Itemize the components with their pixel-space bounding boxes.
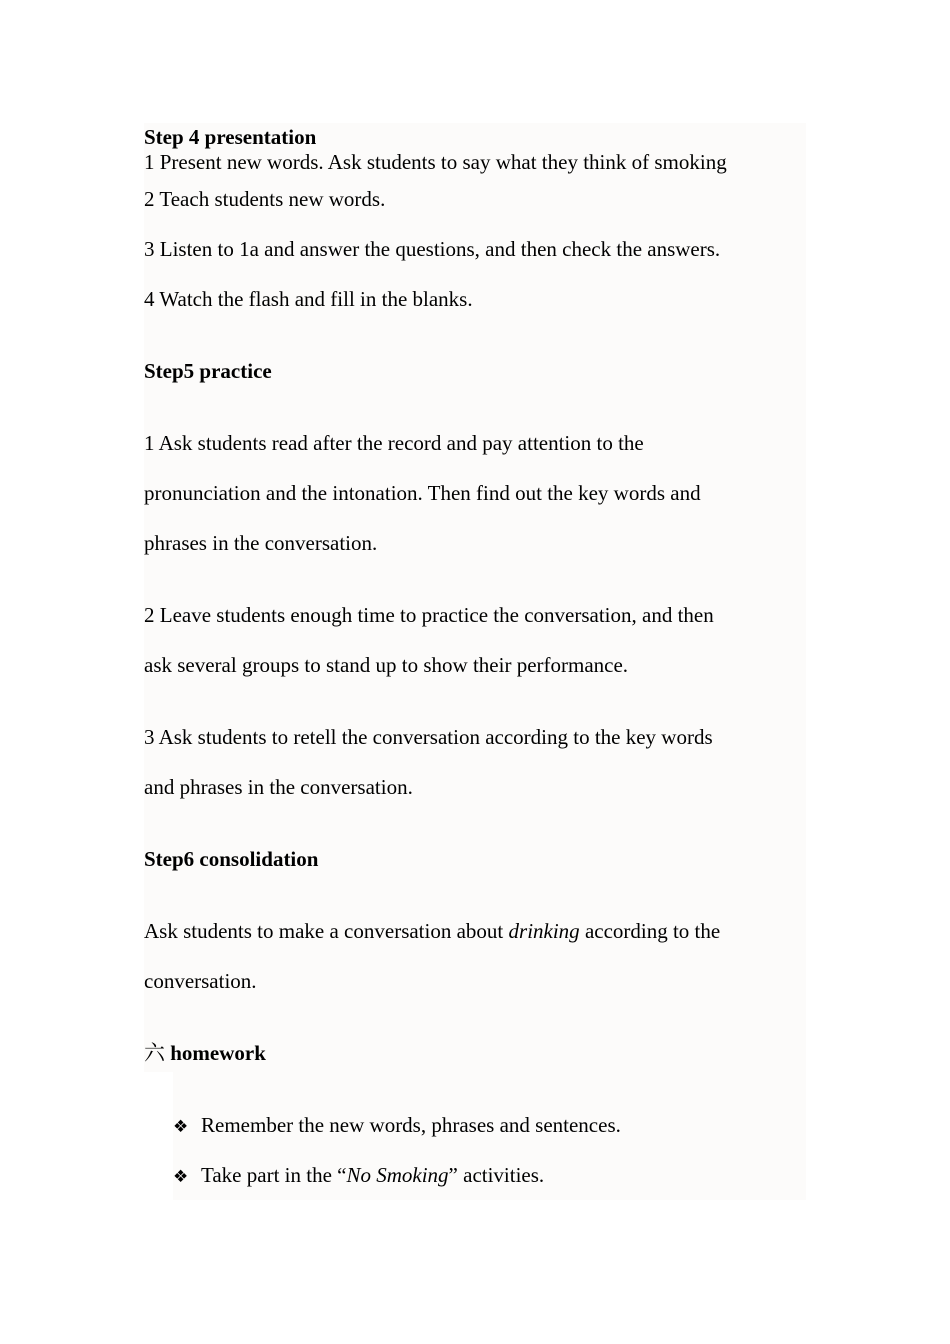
- step4-item-2: 2 Teach students new words.: [144, 187, 386, 211]
- homework-numeral: 六: [144, 1041, 165, 1065]
- homework-item-2-before: Take part in the “: [201, 1163, 347, 1187]
- homework-item-2-italic: No Smoking: [346, 1163, 449, 1187]
- step5-heading: Step5 practice: [144, 359, 272, 383]
- diamond-bullet-icon: ❖: [173, 1117, 189, 1137]
- diamond-bullet-icon: ❖: [173, 1167, 189, 1187]
- step6-heading: Step6 consolidation: [144, 847, 319, 871]
- homework-list-item: [173, 1112, 621, 1140]
- step5-item2-line2: ask several groups to stand up to show their performance.: [144, 653, 629, 677]
- step4-item-1: 1 Present new words. Ask students to say what they think of smoking: [144, 150, 727, 174]
- list-indent-gap: [144, 1072, 173, 1200]
- step5-item1-line1: 1 Ask students read after the record and pay attention to the: [144, 431, 644, 455]
- homework-heading: [144, 1040, 266, 1066]
- homework-item-2-after: ” activities.: [448, 1163, 545, 1187]
- step5-item1-line2: pronunciation and the intonation. Then find out the key words and: [144, 481, 701, 505]
- step6-text-italic: drinking: [508, 919, 580, 943]
- homework-heading-text: homework: [165, 1041, 266, 1065]
- step5-item3-line2: and phrases in the conversation.: [144, 775, 413, 799]
- step5-item3-line1: 3 Ask students to retell the conversation according to the key words: [144, 725, 713, 749]
- step6-text-before: Ask students to make a conversation about: [144, 919, 509, 943]
- step4-item-3: 3 Listen to 1a and answer the questions, and then check the answers.: [144, 237, 721, 261]
- step6-text-after: according to the: [579, 919, 721, 943]
- step6-text-line1: [144, 918, 720, 944]
- step4-heading: Step 4 presentation: [144, 125, 317, 149]
- step5-item1-line3: phrases in the conversation.: [144, 531, 378, 555]
- homework-list-item: [173, 1162, 544, 1190]
- step6-text-line2: conversation.: [144, 969, 257, 993]
- homework-item-1-text: Remember the new words, phrases and sentences.: [201, 1113, 621, 1137]
- step4-item-4: 4 Watch the flash and fill in the blanks.: [144, 287, 473, 311]
- step5-item2-line1: 2 Leave students enough time to practice the conversation, and then: [144, 603, 714, 627]
